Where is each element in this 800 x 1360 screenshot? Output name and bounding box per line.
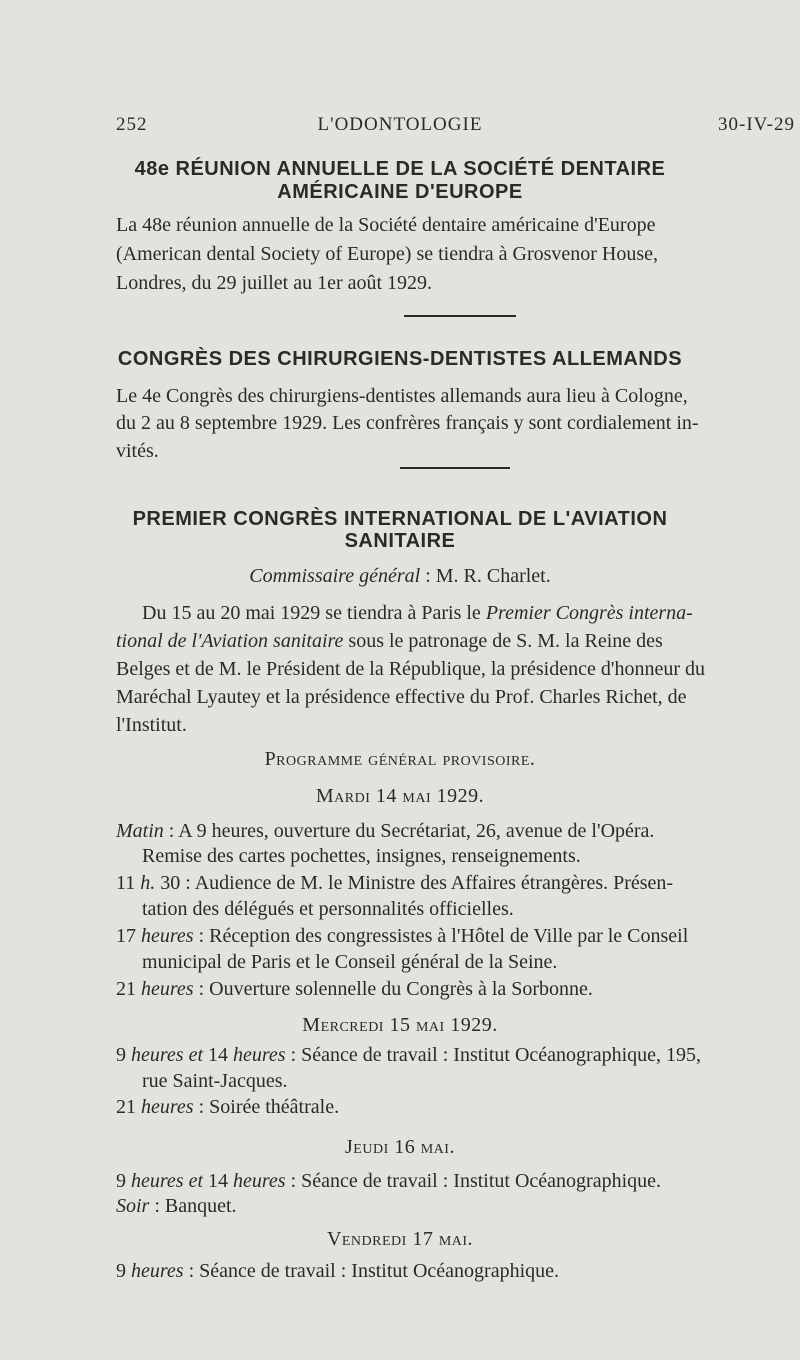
intro-line-4: Maréchal Lyautey et la présidence effective du Prof. Charles Richet, de (116, 686, 687, 708)
congress-name: Premier Congrès interna- (485, 602, 693, 624)
intro-text: Du 15 au 20 mai 1929 se tiendra à Paris le (142, 602, 481, 624)
schedule-entry-cont: tation des délégués et personnalités officielles. (142, 898, 514, 920)
section-1-line-1: La 48e réunion annuelle de la Société dentaire américaine d'Europe (116, 214, 656, 236)
day-title: Vendredi 17 mai. (326, 1228, 474, 1250)
issue-date: 30-IV-29 (718, 114, 795, 135)
entry-time: heures (131, 1260, 184, 1282)
entry-time-num: 17 (116, 925, 136, 947)
entry-text: : Séance de travail : Institut Océanographique. (290, 1170, 662, 1192)
intro-line-3: Belges et de M. le Président de la République, la présidence d'honneur du (116, 658, 705, 680)
entry-time-num: 9 (116, 1170, 126, 1192)
entry-time: heures (141, 1096, 194, 1118)
section-2-title: CONGRÈS DES CHIRURGIENS-DENTISTES ALLEMANDS (117, 348, 683, 370)
schedule-entry (116, 1096, 339, 1119)
schedule-entry (116, 1170, 661, 1193)
schedule-entry (116, 820, 654, 843)
entry-time: heures (141, 978, 194, 1000)
schedule-entry (116, 1195, 237, 1218)
entry-text: : Séance de travail : Institut Océanographique. (188, 1260, 559, 1282)
section-2-line-3: vités. (116, 440, 159, 462)
entry-time-num: 14 (208, 1170, 229, 1192)
schedule-entry (116, 925, 688, 948)
schedule-entry-cont: Remise des cartes pochettes, insignes, renseignements. (142, 845, 581, 867)
day-title: Jeudi 16 mai. (345, 1136, 455, 1158)
entry-time: heures et (131, 1044, 204, 1066)
entry-time: heures (233, 1044, 286, 1066)
entry-text: : Ouverture solennelle du Congrès à la Sorbonne. (198, 978, 593, 1000)
section-2-line-1: Le 4e Congrès des chirurgiens-dentistes allemands aura lieu à Cologne, (116, 385, 688, 407)
entry-time: h. (140, 872, 156, 894)
section-3-title-line-1: PREMIER CONGRÈS INTERNATIONAL DE L'AVIATION (132, 508, 668, 530)
intro-text: sous le patronage de S. M. la Reine des (348, 630, 663, 652)
entry-time-num: 9 (116, 1260, 126, 1282)
journal-title: L'ODONTOLOGIE (317, 114, 483, 135)
intro-line-2 (116, 630, 663, 653)
section-divider (400, 467, 510, 469)
section-1-line-2: (American dental Society of Europe) se tiendra à Grosvenor House, (116, 243, 659, 265)
entry-time: heures (233, 1170, 286, 1192)
entry-text: : Soirée théâtrale. (198, 1096, 340, 1118)
entry-time-num: 14 (208, 1044, 229, 1066)
schedule-entry (116, 872, 673, 895)
entry-text: : Banquet. (154, 1195, 237, 1217)
entry-text: : Réception des congressistes à l'Hôtel de Ville par le Conseil (198, 925, 689, 947)
intro-line-1 (142, 602, 693, 625)
entry-time-num: 21 (116, 978, 136, 1000)
schedule-entry (116, 1044, 701, 1067)
schedule-entry (116, 978, 593, 1001)
page-number: 252 (116, 114, 148, 135)
entry-text: : Séance de travail : Institut Océanographique, 195, (290, 1044, 702, 1066)
commissaire-value: : M. R. Charlet. (425, 565, 551, 587)
day-title: Mardi 14 mai 1929. (315, 785, 485, 807)
commissaire-label: Commissaire général (249, 565, 421, 587)
schedule-entry-cont: municipal de Paris et le Conseil général de la Seine. (142, 951, 558, 973)
intro-line-5: l'Institut. (116, 714, 187, 736)
entry-time-num: 9 (116, 1044, 126, 1066)
programme-title: Programme général provisoire. (264, 748, 536, 770)
commissaire-line (0, 565, 800, 588)
section-divider (404, 315, 516, 317)
section-2-line-2: du 2 au 8 septembre 1929. Les confrères français y sont cordialement in- (116, 412, 699, 434)
entry-text: 30 : Audience de M. le Ministre des Affaires étrangères. Présen- (160, 872, 674, 894)
schedule-entry (116, 1260, 559, 1283)
entry-time: heures (141, 925, 194, 947)
schedule-entry-cont: rue Saint-Jacques. (142, 1070, 288, 1092)
section-1-line-3: Londres, du 29 juillet au 1er août 1929. (116, 272, 433, 294)
day-title: Mercredi 15 mai 1929. (302, 1014, 498, 1036)
section-1-title-line-2: AMÉRICAINE D'EUROPE (277, 181, 523, 203)
section-3-title-line-2: SANITAIRE (344, 530, 456, 552)
entry-time-num: 11 (116, 872, 136, 894)
section-1-title-line-1: 48e RÉUNION ANNUELLE DE LA SOCIÉTÉ DENTAIRE (134, 158, 666, 180)
entry-time: Soir (116, 1195, 150, 1217)
entry-time-num: 21 (116, 1096, 136, 1118)
congress-name-cont: tional de l'Aviation sanitaire (116, 630, 344, 652)
entry-time: Matin (116, 820, 164, 842)
entry-text: : A 9 heures, ouverture du Secrétariat, 26, avenue de l'Opéra. (168, 820, 655, 842)
entry-time: heures et (131, 1170, 204, 1192)
